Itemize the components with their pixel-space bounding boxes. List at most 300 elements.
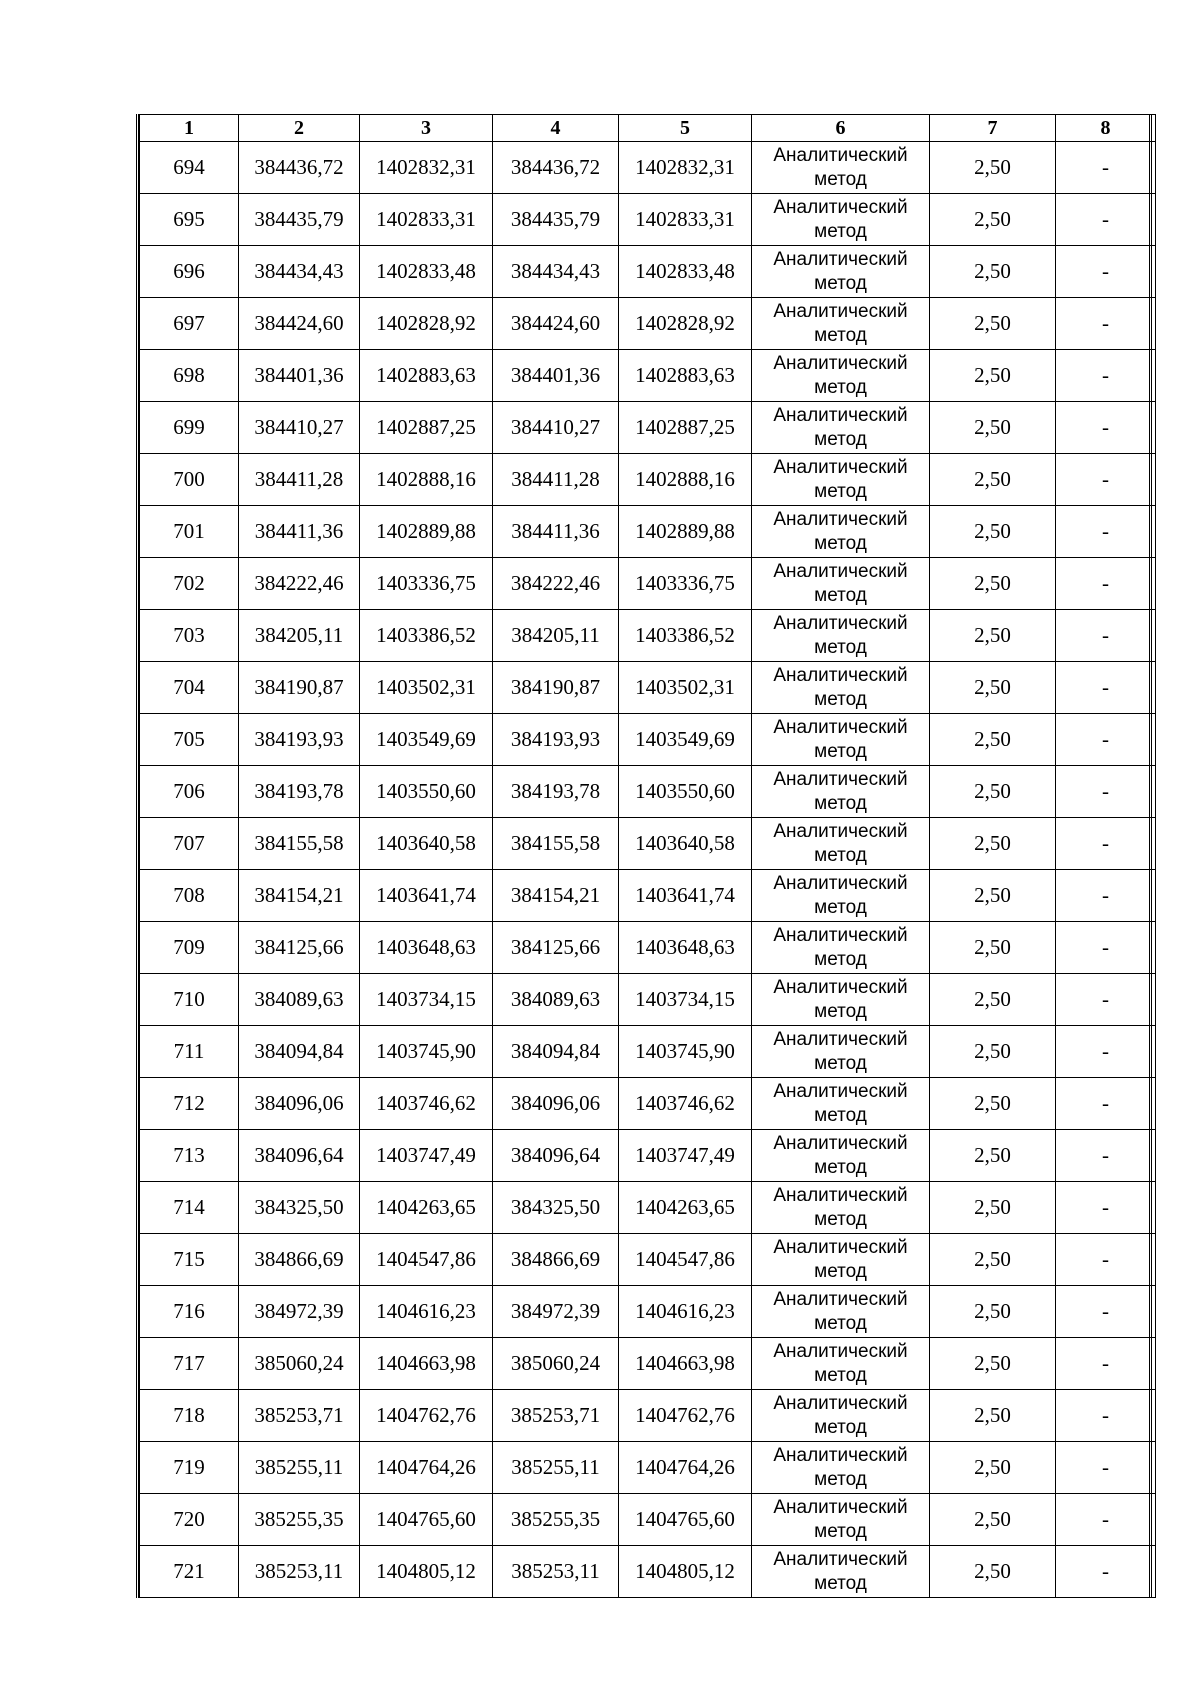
cell-col-5: 1402883,63: [619, 350, 752, 402]
cell-method: [752, 766, 930, 818]
cell-col-8: -: [1056, 610, 1156, 662]
method-line-1: Аналитический: [773, 1444, 908, 1466]
cell-col-2: 384222,46: [239, 558, 360, 610]
cell-col-3: 1403386,52: [360, 610, 493, 662]
cell-point-number: 718: [140, 1390, 239, 1442]
cell-method: [752, 194, 930, 246]
table-row: [140, 1026, 1156, 1078]
method-line-1: Аналитический: [773, 924, 908, 946]
method-line-1: Аналитический: [773, 1496, 908, 1518]
cell-col-5: 1403747,49: [619, 1130, 752, 1182]
cell-method: [752, 1338, 930, 1390]
cell-method: [752, 506, 930, 558]
cell-col-3: 1403746,62: [360, 1078, 493, 1130]
cell-method: [752, 1130, 930, 1182]
cell-col-8: -: [1056, 714, 1156, 766]
cell-col-4: 385253,71: [493, 1390, 619, 1442]
cell-method: [752, 142, 930, 194]
cell-col-5: 1403549,69: [619, 714, 752, 766]
cell-col-2: 385253,11: [239, 1546, 360, 1598]
method-line-1: Аналитический: [773, 612, 908, 634]
method-line-1: Аналитический: [773, 1548, 908, 1570]
method-line-1: Аналитический: [773, 1288, 908, 1310]
cell-point-number: 714: [140, 1182, 239, 1234]
cell-col-3: 1403734,15: [360, 974, 493, 1026]
method-line-2: метод: [814, 324, 867, 346]
cell-point-number: 704: [140, 662, 239, 714]
cell-point-number: 707: [140, 818, 239, 870]
cell-method: [752, 246, 930, 298]
cell-col-5: 1402833,48: [619, 246, 752, 298]
method-line-2: метод: [814, 1520, 867, 1542]
cell-col-5: 1404547,86: [619, 1234, 752, 1286]
cell-point-number: 711: [140, 1026, 239, 1078]
cell-col-8: -: [1056, 1234, 1156, 1286]
cell-method: [752, 610, 930, 662]
cell-col-3: 1403549,69: [360, 714, 493, 766]
cell-col-4: 384125,66: [493, 922, 619, 974]
cell-col-5: 1404765,60: [619, 1494, 752, 1546]
cell-method: [752, 922, 930, 974]
cell-col-2: 384094,84: [239, 1026, 360, 1078]
table-row: [140, 1390, 1156, 1442]
cell-col-5: 1403550,60: [619, 766, 752, 818]
method-line-1: Аналитический: [773, 768, 908, 790]
table-row: [140, 1078, 1156, 1130]
method-line-1: Аналитический: [773, 196, 908, 218]
cell-col-2: 385255,35: [239, 1494, 360, 1546]
table-row: [140, 142, 1156, 194]
cell-point-number: 708: [140, 870, 239, 922]
cell-col-8: -: [1056, 558, 1156, 610]
cell-col-4: 384424,60: [493, 298, 619, 350]
method-line-1: Аналитический: [773, 1392, 908, 1414]
method-line-2: метод: [814, 1208, 867, 1230]
table-row: [140, 1286, 1156, 1338]
cell-col-4: 384436,72: [493, 142, 619, 194]
cell-col-3: 1404805,12: [360, 1546, 493, 1598]
cell-col-4: 385255,11: [493, 1442, 619, 1494]
cell-col-2: 384325,50: [239, 1182, 360, 1234]
method-line-2: метод: [814, 1468, 867, 1490]
method-line-2: метод: [814, 532, 867, 554]
cell-col-8: -: [1056, 766, 1156, 818]
cell-accuracy: 2,50: [930, 974, 1056, 1026]
cell-col-8: -: [1056, 1390, 1156, 1442]
cell-col-2: 384401,36: [239, 350, 360, 402]
table-row: [140, 922, 1156, 974]
cell-col-5: 1403502,31: [619, 662, 752, 714]
cell-point-number: 720: [140, 1494, 239, 1546]
cell-col-4: 384411,36: [493, 506, 619, 558]
cell-col-4: 384190,87: [493, 662, 619, 714]
cell-col-2: 384154,21: [239, 870, 360, 922]
method-line-2: метод: [814, 844, 867, 866]
cell-col-3: 1402889,88: [360, 506, 493, 558]
cell-col-8: -: [1056, 922, 1156, 974]
cell-col-8: -: [1056, 818, 1156, 870]
cell-point-number: 716: [140, 1286, 239, 1338]
cell-accuracy: 2,50: [930, 766, 1056, 818]
cell-col-8: -: [1056, 1130, 1156, 1182]
method-line-2: метод: [814, 480, 867, 502]
cell-point-number: 698: [140, 350, 239, 402]
method-line-1: Аналитический: [773, 664, 908, 686]
table-row: [140, 818, 1156, 870]
cell-col-4: 384193,93: [493, 714, 619, 766]
method-line-2: метод: [814, 1156, 867, 1178]
cell-accuracy: 2,50: [930, 1130, 1056, 1182]
cell-method: [752, 350, 930, 402]
cell-accuracy: 2,50: [930, 298, 1056, 350]
cell-point-number: 694: [140, 142, 239, 194]
cell-col-2: 384424,60: [239, 298, 360, 350]
cell-col-3: 1404765,60: [360, 1494, 493, 1546]
cell-point-number: 702: [140, 558, 239, 610]
cell-col-2: 384410,27: [239, 402, 360, 454]
cell-accuracy: 2,50: [930, 1338, 1056, 1390]
cell-col-5: 1404663,98: [619, 1338, 752, 1390]
cell-col-5: 1402889,88: [619, 506, 752, 558]
cell-accuracy: 2,50: [930, 922, 1056, 974]
cell-point-number: 710: [140, 974, 239, 1026]
cell-col-8: -: [1056, 870, 1156, 922]
cell-point-number: 709: [140, 922, 239, 974]
cell-col-3: 1402828,92: [360, 298, 493, 350]
cell-col-4: 384866,69: [493, 1234, 619, 1286]
cell-col-3: 1404762,76: [360, 1390, 493, 1442]
cell-method: [752, 974, 930, 1026]
cell-col-3: 1403747,49: [360, 1130, 493, 1182]
cell-point-number: 697: [140, 298, 239, 350]
method-line-1: Аналитический: [773, 1080, 908, 1102]
table-row: [140, 558, 1156, 610]
cell-col-2: 384972,39: [239, 1286, 360, 1338]
cell-method: [752, 1182, 930, 1234]
method-line-2: метод: [814, 948, 867, 970]
method-line-1: Аналитический: [773, 508, 908, 530]
column-header-4: 4: [493, 115, 619, 142]
cell-col-3: 1402833,48: [360, 246, 493, 298]
cell-col-2: 384435,79: [239, 194, 360, 246]
cell-col-3: 1402833,31: [360, 194, 493, 246]
cell-accuracy: 2,50: [930, 142, 1056, 194]
method-line-2: метод: [814, 1000, 867, 1022]
cell-col-2: 384411,28: [239, 454, 360, 506]
cell-accuracy: 2,50: [930, 1026, 1056, 1078]
table-row: [140, 766, 1156, 818]
cell-method: [752, 402, 930, 454]
cell-col-2: 384193,93: [239, 714, 360, 766]
cell-col-2: 384125,66: [239, 922, 360, 974]
cell-accuracy: 2,50: [930, 558, 1056, 610]
method-line-1: Аналитический: [773, 248, 908, 270]
cell-col-8: -: [1056, 1546, 1156, 1598]
table-row: [140, 1338, 1156, 1390]
method-line-2: метод: [814, 1312, 867, 1334]
cell-col-2: 384190,87: [239, 662, 360, 714]
cell-method: [752, 870, 930, 922]
method-line-2: метод: [814, 1104, 867, 1126]
cell-point-number: 706: [140, 766, 239, 818]
table-row: [140, 1234, 1156, 1286]
cell-method: [752, 298, 930, 350]
cell-col-3: 1404616,23: [360, 1286, 493, 1338]
cell-accuracy: 2,50: [930, 454, 1056, 506]
coordinates-table-wrapper: [136, 114, 1152, 1598]
cell-col-3: 1402883,63: [360, 350, 493, 402]
cell-method: [752, 1286, 930, 1338]
column-header-7: 7: [930, 115, 1056, 142]
column-header-1: 1: [140, 115, 239, 142]
cell-method: [752, 662, 930, 714]
cell-col-4: 384434,43: [493, 246, 619, 298]
cell-col-4: 384972,39: [493, 1286, 619, 1338]
cell-accuracy: 2,50: [930, 818, 1056, 870]
cell-point-number: 699: [140, 402, 239, 454]
cell-col-8: -: [1056, 1442, 1156, 1494]
method-line-1: Аналитический: [773, 1236, 908, 1258]
table-row: [140, 1442, 1156, 1494]
cell-col-4: 384205,11: [493, 610, 619, 662]
cell-col-4: 384401,36: [493, 350, 619, 402]
method-line-2: метод: [814, 1572, 867, 1594]
method-line-1: Аналитический: [773, 1028, 908, 1050]
cell-col-2: 385255,11: [239, 1442, 360, 1494]
table-row: [140, 298, 1156, 350]
table-row: [140, 350, 1156, 402]
cell-point-number: 705: [140, 714, 239, 766]
table-row: [140, 974, 1156, 1026]
cell-col-8: -: [1056, 298, 1156, 350]
cell-col-8: -: [1056, 1078, 1156, 1130]
method-line-1: Аналитический: [773, 1184, 908, 1206]
cell-col-3: 1404764,26: [360, 1442, 493, 1494]
cell-accuracy: 2,50: [930, 1182, 1056, 1234]
method-line-2: метод: [814, 688, 867, 710]
cell-point-number: 713: [140, 1130, 239, 1182]
cell-accuracy: 2,50: [930, 1234, 1056, 1286]
cell-col-5: 1403641,74: [619, 870, 752, 922]
cell-col-8: -: [1056, 402, 1156, 454]
cell-col-4: 384089,63: [493, 974, 619, 1026]
cell-col-2: 384096,06: [239, 1078, 360, 1130]
cell-point-number: 719: [140, 1442, 239, 1494]
cell-col-4: 384410,27: [493, 402, 619, 454]
cell-col-5: 1403746,62: [619, 1078, 752, 1130]
cell-col-8: -: [1056, 662, 1156, 714]
cell-col-3: 1404663,98: [360, 1338, 493, 1390]
cell-accuracy: 2,50: [930, 1390, 1056, 1442]
method-line-2: метод: [814, 428, 867, 450]
method-line-2: метод: [814, 584, 867, 606]
table-row: [140, 662, 1156, 714]
cell-col-2: 384205,11: [239, 610, 360, 662]
cell-col-8: -: [1056, 142, 1156, 194]
cell-col-5: 1403745,90: [619, 1026, 752, 1078]
cell-col-4: 384154,21: [493, 870, 619, 922]
cell-method: [752, 1494, 930, 1546]
method-line-2: метод: [814, 1052, 867, 1074]
cell-col-3: 1403648,63: [360, 922, 493, 974]
cell-col-5: 1403386,52: [619, 610, 752, 662]
column-header-6: 6: [752, 115, 930, 142]
cell-col-4: 384411,28: [493, 454, 619, 506]
cell-col-3: 1403550,60: [360, 766, 493, 818]
cell-col-4: 385253,11: [493, 1546, 619, 1598]
cell-point-number: 715: [140, 1234, 239, 1286]
cell-col-5: 1404762,76: [619, 1390, 752, 1442]
cell-col-3: 1403641,74: [360, 870, 493, 922]
column-header-8: 8: [1056, 115, 1156, 142]
table-row: [140, 1182, 1156, 1234]
cell-point-number: 700: [140, 454, 239, 506]
cell-col-5: 1404616,23: [619, 1286, 752, 1338]
method-line-1: Аналитический: [773, 820, 908, 842]
table-row: [140, 402, 1156, 454]
column-header-5: 5: [619, 115, 752, 142]
method-line-1: Аналитический: [773, 560, 908, 582]
column-header-3: 3: [360, 115, 493, 142]
cell-col-8: -: [1056, 1182, 1156, 1234]
method-line-2: метод: [814, 1260, 867, 1282]
cell-col-3: 1404263,65: [360, 1182, 493, 1234]
cell-col-5: 1402828,92: [619, 298, 752, 350]
cell-point-number: 701: [140, 506, 239, 558]
cell-method: [752, 1078, 930, 1130]
cell-accuracy: 2,50: [930, 1442, 1056, 1494]
cell-col-8: -: [1056, 194, 1156, 246]
cell-col-5: 1402833,31: [619, 194, 752, 246]
table-row: [140, 610, 1156, 662]
cell-method: [752, 1026, 930, 1078]
cell-col-3: 1404547,86: [360, 1234, 493, 1286]
cell-accuracy: 2,50: [930, 194, 1056, 246]
table-row: [140, 714, 1156, 766]
cell-col-2: 384155,58: [239, 818, 360, 870]
cell-col-4: 385255,35: [493, 1494, 619, 1546]
table-row: [140, 246, 1156, 298]
cell-col-4: 384435,79: [493, 194, 619, 246]
column-header-2: 2: [239, 115, 360, 142]
method-line-1: Аналитический: [773, 1340, 908, 1362]
table-row: [140, 454, 1156, 506]
method-line-2: метод: [814, 1364, 867, 1386]
cell-col-8: -: [1056, 246, 1156, 298]
cell-accuracy: 2,50: [930, 402, 1056, 454]
cell-method: [752, 558, 930, 610]
cell-point-number: 703: [140, 610, 239, 662]
method-line-2: метод: [814, 1416, 867, 1438]
cell-method: [752, 714, 930, 766]
cell-col-8: -: [1056, 506, 1156, 558]
table-row: [140, 1494, 1156, 1546]
cell-col-2: 385060,24: [239, 1338, 360, 1390]
cell-col-2: 384866,69: [239, 1234, 360, 1286]
cell-col-8: -: [1056, 974, 1156, 1026]
cell-col-5: 1403640,58: [619, 818, 752, 870]
cell-col-8: -: [1056, 1338, 1156, 1390]
cell-col-3: 1403640,58: [360, 818, 493, 870]
cell-accuracy: 2,50: [930, 1286, 1056, 1338]
cell-accuracy: 2,50: [930, 506, 1056, 558]
method-line-1: Аналитический: [773, 352, 908, 374]
method-line-2: метод: [814, 272, 867, 294]
method-line-1: Аналитический: [773, 976, 908, 998]
method-line-1: Аналитический: [773, 1132, 908, 1154]
table-row: [140, 870, 1156, 922]
method-line-1: Аналитический: [773, 144, 908, 166]
cell-point-number: 717: [140, 1338, 239, 1390]
cell-method: [752, 454, 930, 506]
cell-method: [752, 1234, 930, 1286]
cell-col-5: 1403648,63: [619, 922, 752, 974]
table-body: [140, 142, 1156, 1598]
method-line-2: метод: [814, 740, 867, 762]
cell-col-2: 385253,71: [239, 1390, 360, 1442]
cell-accuracy: 2,50: [930, 1494, 1056, 1546]
method-line-2: метод: [814, 168, 867, 190]
cell-col-5: 1403336,75: [619, 558, 752, 610]
cell-accuracy: 2,50: [930, 1078, 1056, 1130]
table-row: [140, 1130, 1156, 1182]
cell-accuracy: 2,50: [930, 662, 1056, 714]
coordinates-table: [139, 114, 1156, 1598]
cell-col-4: 384222,46: [493, 558, 619, 610]
cell-col-3: 1403336,75: [360, 558, 493, 610]
cell-point-number: 721: [140, 1546, 239, 1598]
cell-point-number: 712: [140, 1078, 239, 1130]
cell-col-4: 384193,78: [493, 766, 619, 818]
cell-col-3: 1403502,31: [360, 662, 493, 714]
cell-col-5: 1402887,25: [619, 402, 752, 454]
cell-col-5: 1403734,15: [619, 974, 752, 1026]
cell-accuracy: 2,50: [930, 610, 1056, 662]
cell-col-5: 1402888,16: [619, 454, 752, 506]
cell-col-5: 1404263,65: [619, 1182, 752, 1234]
cell-col-4: 384325,50: [493, 1182, 619, 1234]
cell-col-8: -: [1056, 454, 1156, 506]
cell-col-8: -: [1056, 1026, 1156, 1078]
cell-col-2: 384096,64: [239, 1130, 360, 1182]
cell-col-8: -: [1056, 350, 1156, 402]
method-line-1: Аналитический: [773, 404, 908, 426]
cell-col-2: 384434,43: [239, 246, 360, 298]
cell-col-2: 384411,36: [239, 506, 360, 558]
table-header-row: [140, 115, 1156, 142]
cell-col-8: -: [1056, 1286, 1156, 1338]
method-line-2: метод: [814, 220, 867, 242]
cell-col-5: 1404764,26: [619, 1442, 752, 1494]
table-row: [140, 194, 1156, 246]
cell-col-4: 384094,84: [493, 1026, 619, 1078]
method-line-2: метод: [814, 376, 867, 398]
cell-col-2: 384436,72: [239, 142, 360, 194]
cell-col-5: 1402832,31: [619, 142, 752, 194]
cell-col-3: 1402888,16: [360, 454, 493, 506]
method-line-1: Аналитический: [773, 872, 908, 894]
cell-accuracy: 2,50: [930, 350, 1056, 402]
cell-accuracy: 2,50: [930, 870, 1056, 922]
method-line-1: Аналитический: [773, 300, 908, 322]
cell-col-4: 384155,58: [493, 818, 619, 870]
cell-col-4: 385060,24: [493, 1338, 619, 1390]
cell-col-4: 384096,64: [493, 1130, 619, 1182]
cell-accuracy: 2,50: [930, 246, 1056, 298]
cell-col-3: 1402832,31: [360, 142, 493, 194]
method-line-1: Аналитический: [773, 456, 908, 478]
cell-method: [752, 1442, 930, 1494]
